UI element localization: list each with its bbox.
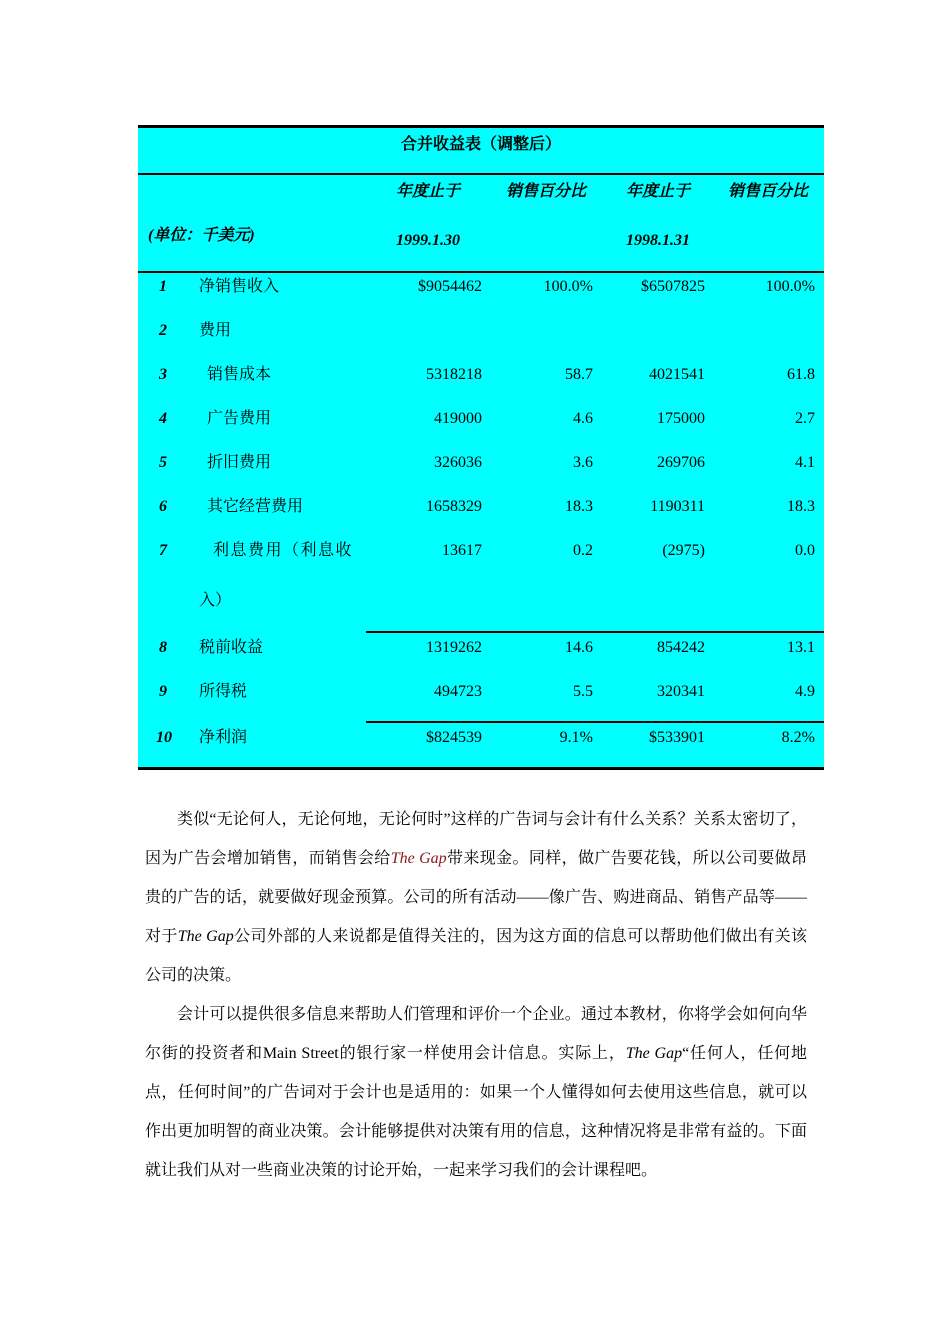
value-1998: 175000 <box>657 410 705 427</box>
value-1998: 4021541 <box>649 366 705 383</box>
total-divider <box>366 721 824 723</box>
pct-1998: 100.0% <box>765 278 815 295</box>
table-title: 合并收益表（调整后） <box>400 136 561 153</box>
value-1998: 854242 <box>657 639 705 656</box>
value-1999: $824539 <box>426 729 482 746</box>
row-label: 利息费用（利息收 <box>213 542 354 559</box>
pct-1999: 100.0% <box>543 278 593 295</box>
pct-1998: 61.8 <box>787 366 815 383</box>
row-number: 7 <box>159 542 167 559</box>
row-number: 10 <box>156 729 172 746</box>
paragraph-2 <box>145 995 807 1190</box>
row-label: 折旧费用 <box>207 454 272 471</box>
pct-1999: 18.3 <box>565 498 593 515</box>
pct-1998: 18.3 <box>787 498 815 515</box>
value-1999: 13617 <box>442 542 482 559</box>
pct-1998: 13.1 <box>787 639 815 656</box>
col-header-sales-pct-1998: 销售百分比 <box>728 183 809 200</box>
subtotal-divider <box>366 631 824 633</box>
p2-text-b: 的银行家一样使用会计信息。实际上， <box>338 1045 626 1062</box>
value-1999: 494723 <box>434 683 482 700</box>
pct-1999: 0.2 <box>573 542 593 559</box>
row-number: 6 <box>159 498 167 515</box>
brand-name-the-gap: The Gap <box>177 928 234 945</box>
col-header-year-end-1999: 年度止于 <box>396 183 461 200</box>
pct-1999: 9.1% <box>559 729 593 746</box>
value-1998: 320341 <box>657 683 705 700</box>
p1-text-c: 公司外部的人来说都是值得关注的，因为这方面的信息可以帮助他们做出有关该公司的决策。 <box>145 928 807 984</box>
value-1998: (2975) <box>662 542 705 559</box>
pct-1999: 58.7 <box>565 366 593 383</box>
pct-1998: 4.1 <box>795 454 815 471</box>
value-1998: 269706 <box>657 454 705 471</box>
value-1999: 326036 <box>434 454 482 471</box>
value-1998: $6507825 <box>641 278 705 295</box>
row-number: 2 <box>159 322 167 339</box>
row-number: 4 <box>159 410 167 427</box>
row-label: 净利润 <box>199 729 248 746</box>
p1-text-a: 类似“无论何人，无论何地，无论何时”这样的广告词与会计有什么关系？关系太密切了，因为广告会增加销售，而销售会给 <box>145 811 807 867</box>
value-1999: 419000 <box>434 410 482 427</box>
pct-1999: 3.6 <box>573 454 593 471</box>
header-divider <box>138 271 824 273</box>
row-number: 5 <box>159 454 167 471</box>
col-header-sales-pct-1999: 销售百分比 <box>506 183 587 200</box>
main-street-text: Main Street <box>262 1045 339 1062</box>
row-number: 1 <box>159 278 167 295</box>
value-1999: 5318218 <box>426 366 482 383</box>
pct-1999: 14.6 <box>565 639 593 656</box>
pct-1998: 0.0 <box>795 542 815 559</box>
row-number: 3 <box>159 366 167 383</box>
p2-text-a: 会计可以提供很多信息来帮助人们管理和评价一个企业。通过本教材，你将学会如何向华尔街的投资者和 <box>145 1006 807 1062</box>
income-statement-table <box>138 125 824 770</box>
pct-1999: 4.6 <box>573 410 593 427</box>
value-1998: 1190311 <box>650 498 705 515</box>
row-label: 销售成本 <box>207 366 272 383</box>
pct-1998: 8.2% <box>781 729 815 746</box>
pct-1999: 5.5 <box>573 683 593 700</box>
paragraph-1 <box>145 800 807 995</box>
row-label: 广告费用 <box>207 410 272 427</box>
pct-1998: 4.9 <box>795 683 815 700</box>
row-label: 所得税 <box>199 683 248 700</box>
row-label: 净销售收入 <box>199 278 280 295</box>
value-1999: 1658329 <box>426 498 482 515</box>
p1-text-b: 带来现金。同样，做广告要花钱，所以公司要做昂贵的广告的话，就要做好现金预算。公司的所有活动——像广告、购进商品、销售产品等——对于 <box>145 850 807 945</box>
p2-text-c: “任何人，任何地点，任何时间”的广告词对于会计也是适用的：如果一个人懂得如何去使用这些信息，就可以作出更加明智的商业决策。会计能够提供对决策有用的信息，这种情况将是非常有益的。下面就让我们从对一些商业决策的讨论开始，一起来学习我们的会计课程吧。 <box>145 1045 807 1179</box>
row-label-continued: 入） <box>199 592 232 609</box>
title-divider <box>138 173 824 175</box>
row-label: 税前收益 <box>199 639 264 656</box>
value-1998: $533901 <box>649 729 705 746</box>
col-date-1998: 1998.1.31 <box>626 232 690 249</box>
brand-name-the-gap: The Gap <box>625 1045 683 1062</box>
value-1999: $9054462 <box>418 278 482 295</box>
value-1999: 1319262 <box>426 639 482 656</box>
row-label: 其它经营费用 <box>207 498 304 515</box>
pct-1998: 2.7 <box>795 410 815 427</box>
row-number: 8 <box>159 639 167 656</box>
col-date-1999: 1999.1.30 <box>396 232 460 249</box>
row-label: 费用 <box>199 322 232 339</box>
col-header-year-end-1998: 年度止于 <box>626 183 691 200</box>
unit-label: (单位：千美元) <box>148 227 255 244</box>
brand-name-the-gap: The Gap <box>390 850 447 867</box>
row-number: 9 <box>159 683 167 700</box>
